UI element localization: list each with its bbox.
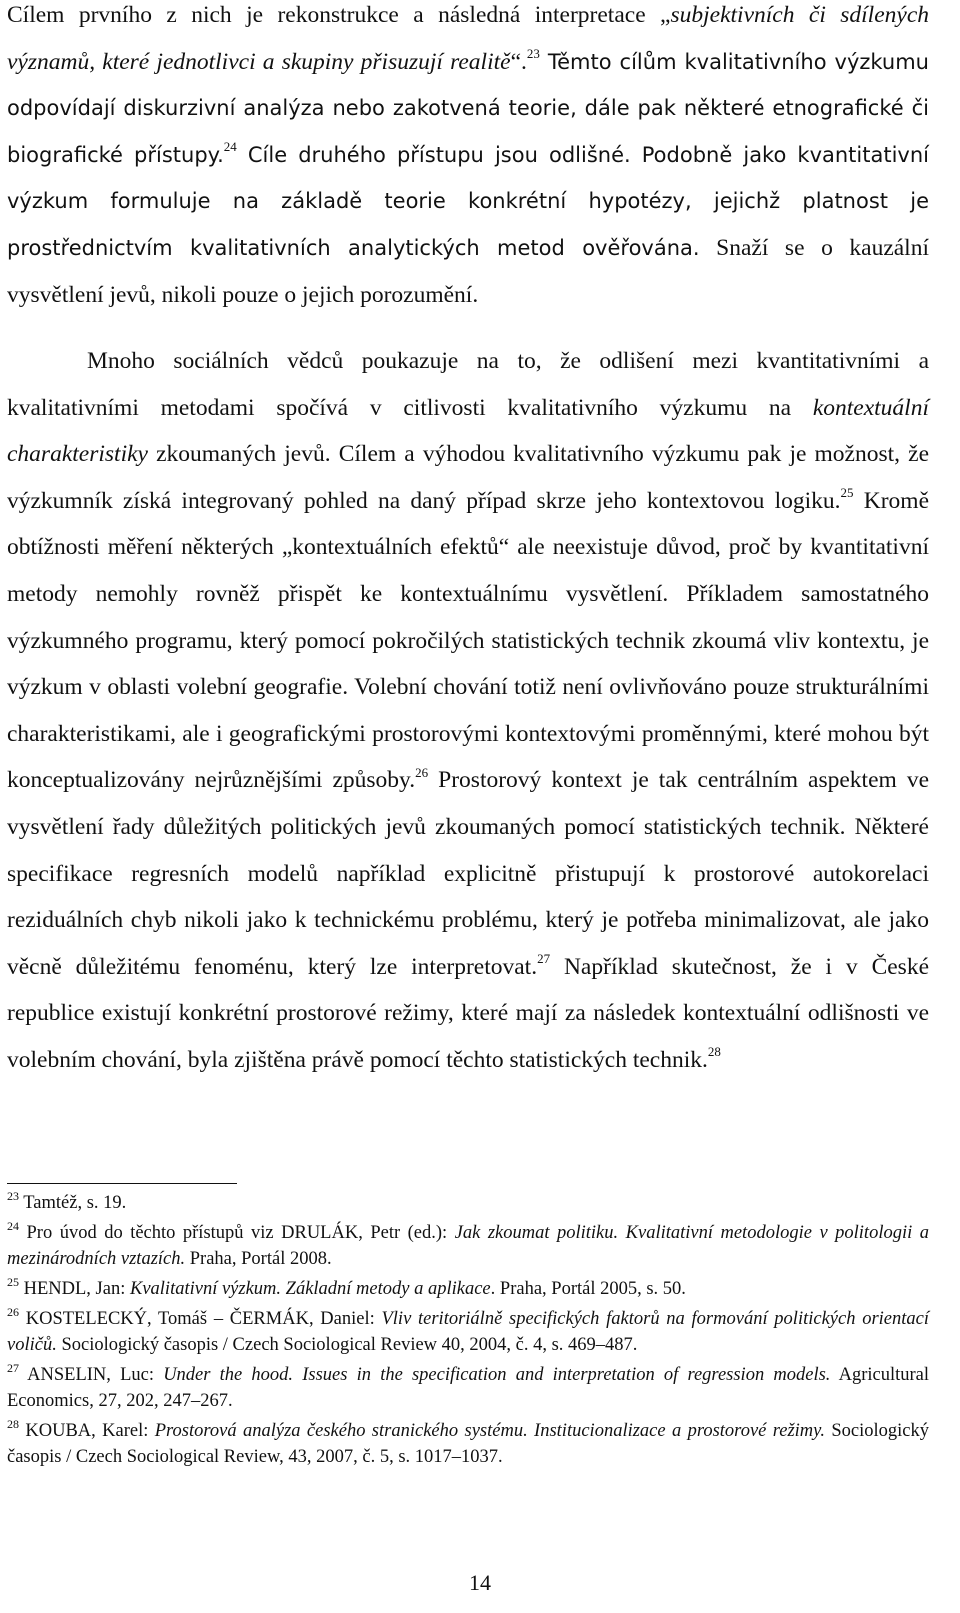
text-run: Kromě obtížnosti měření některých „kontextuálních efektů“ ale neexistuje důvod, proč by kvantitativní metody nemohly rovněž přispět ke kontextuálnímu vysvětlení. Příkladem samostatného výzkumného programu, který pomocí pokročilých statistických technik zkoumá vliv kontextu, je výzkum v oblasti volební geografie. Volební chování totiž není ovlivňováno pouze strukturálními charakteristikami, ale i geografickými prostorovými kontextovými proměnnými, které mohou být konceptualizovány nejrůznějšími způsoby. xyxy=(7,487,929,794)
footnote-ref-27[interactable]: 27 xyxy=(537,950,551,966)
footnote-27 xyxy=(7,1362,929,1414)
footnote-26 xyxy=(7,1306,929,1358)
footnote-ref-23[interactable]: 23 xyxy=(526,45,540,61)
text-run: Mnoho sociálních vědců poukazuje na to, že odlišení mezi kvantitativními a kvalitativními metodami spočívá v citlivosti kvalitativního výzkumu na xyxy=(7,348,929,421)
footnote-text: Sociologický časopis / Czech Sociological Review 40, 2004, č. 4, s. 469–487. xyxy=(56,1335,638,1355)
footnote-divider xyxy=(7,1183,237,1184)
footnote-text: HENDL, Jan: xyxy=(19,1279,130,1299)
footnote-28 xyxy=(7,1418,929,1470)
footnote-23 xyxy=(7,1190,929,1216)
footnote-italic: Under the hood. Issues in the specification and interpretation of regression models. xyxy=(163,1365,831,1385)
footnote-number: 27 xyxy=(7,1360,19,1375)
footnote-24 xyxy=(7,1220,929,1272)
footnote-number: 25 xyxy=(7,1274,19,1289)
text-run: Cílem prvního z nich je rekonstrukce a následná interpretace „ xyxy=(7,2,671,28)
footnote-ref-25[interactable]: 25 xyxy=(840,484,854,500)
italic-text: subjektivních či sdílených významů, které jednotlivci a skupiny přisuzují realitě xyxy=(7,2,930,75)
text-run: “. xyxy=(510,48,527,75)
footnote-number: 23 xyxy=(7,1188,19,1203)
text-run: Například skutečnost, že i v České republice existují konkrétní prostorové režimy, které mají za následek kontextuální odlišnosti ve volebním chování, byla zjištěna právě pomocí těchto statistických technik. xyxy=(7,953,929,1073)
paragraph-2 xyxy=(7,338,929,1084)
footnote-text: KOSTELECKÝ, Tomáš – ČERMÁK, Daniel: xyxy=(19,1309,382,1329)
footnote-ref-28[interactable]: 28 xyxy=(707,1044,721,1060)
text-run: Snaží se o kauzální vysvětlení jevů, nikoli pouze o jejich porozumění. xyxy=(7,234,929,308)
footnotes-section xyxy=(7,1190,929,1474)
footnote-italic: Jak zkoumat politiku. Kvalitativní metodologie v politologii a mezinárodních vztazích. xyxy=(7,1223,929,1269)
footnote-text: . Praha, Portál 2005, s. 50. xyxy=(490,1279,686,1299)
footnote-text: Praha, Portál 2008. xyxy=(185,1249,332,1269)
footnote-25 xyxy=(7,1276,929,1302)
text-run: Cíle druhého přístupu jsou odlišné. Podobně jako kvantitativní výzkum formuluje na základě teorie konkrétní hypotézy, jejichž platnost je prostřednictvím kvalitativních analytických metod ověřována. xyxy=(7,142,929,260)
footnote-italic: Prostorová analýza českého stranického systému. Institucionalizace a prostorové režimy. xyxy=(154,1421,825,1441)
footnote-text: KOUBA, Karel: xyxy=(19,1421,155,1441)
footnote-ref-24[interactable]: 24 xyxy=(223,138,237,154)
footnote-italic: Kvalitativní výzkum. Základní metody a aplikace xyxy=(129,1279,491,1299)
footnote-text: Sociologický časopis / Czech Sociological Review, 43, 2007, č. 5, s. 1017–1037. xyxy=(7,1421,929,1467)
text-run: Těmto cílům kvalitativního výzkumu odpovídají diskurzivní analýza nebo zakotvená teorie, dále pak některé etnografické či biografické přístupy. xyxy=(7,49,929,167)
footnote-number: 28 xyxy=(7,1416,19,1431)
footnote-number: 24 xyxy=(7,1218,19,1233)
text-run: Prostorový kontext je tak centrálním aspektem ve vysvětlení řady důležitých politických jevů zkoumaných pomocí statistických technik. Některé specifikace regresních modelů například explicitně přistupují k prostorové autokorelaci reziduálních chyb nikoli jako k technickému problému, který je potřeba minimalizovat, ale jako věcně důležitému fenoménu, který lze interpretovat. xyxy=(7,767,929,980)
italic-text: kontextuální charakteristiky xyxy=(7,394,929,468)
page-number: 14 xyxy=(469,1570,491,1595)
footnote-italic: Vliv teritoriálně specifických faktorů na formování politických orientací voličů. xyxy=(7,1309,929,1355)
footnote-text: ANSELIN, Luc: xyxy=(19,1365,164,1385)
footnote-text: Tamtéž, s. 19. xyxy=(19,1193,127,1213)
footnote-number: 26 xyxy=(7,1304,19,1319)
footnote-text: Agricultural Economics, 27, 202, 247–267. xyxy=(7,1365,929,1411)
text-run: zkoumaných jevů. Cílem a výhodou kvalitativního výzkumu pak je možnost, že výzkumník získá integrovaný pohled na daný případ skrze jeho kontextovou logiku. xyxy=(7,441,929,514)
paragraph-1 xyxy=(7,0,929,318)
footnote-text: Pro úvod do těchto přístupů viz DRULÁK, Petr (ed.): xyxy=(19,1223,455,1243)
footnote-ref-26[interactable]: 26 xyxy=(415,764,429,780)
